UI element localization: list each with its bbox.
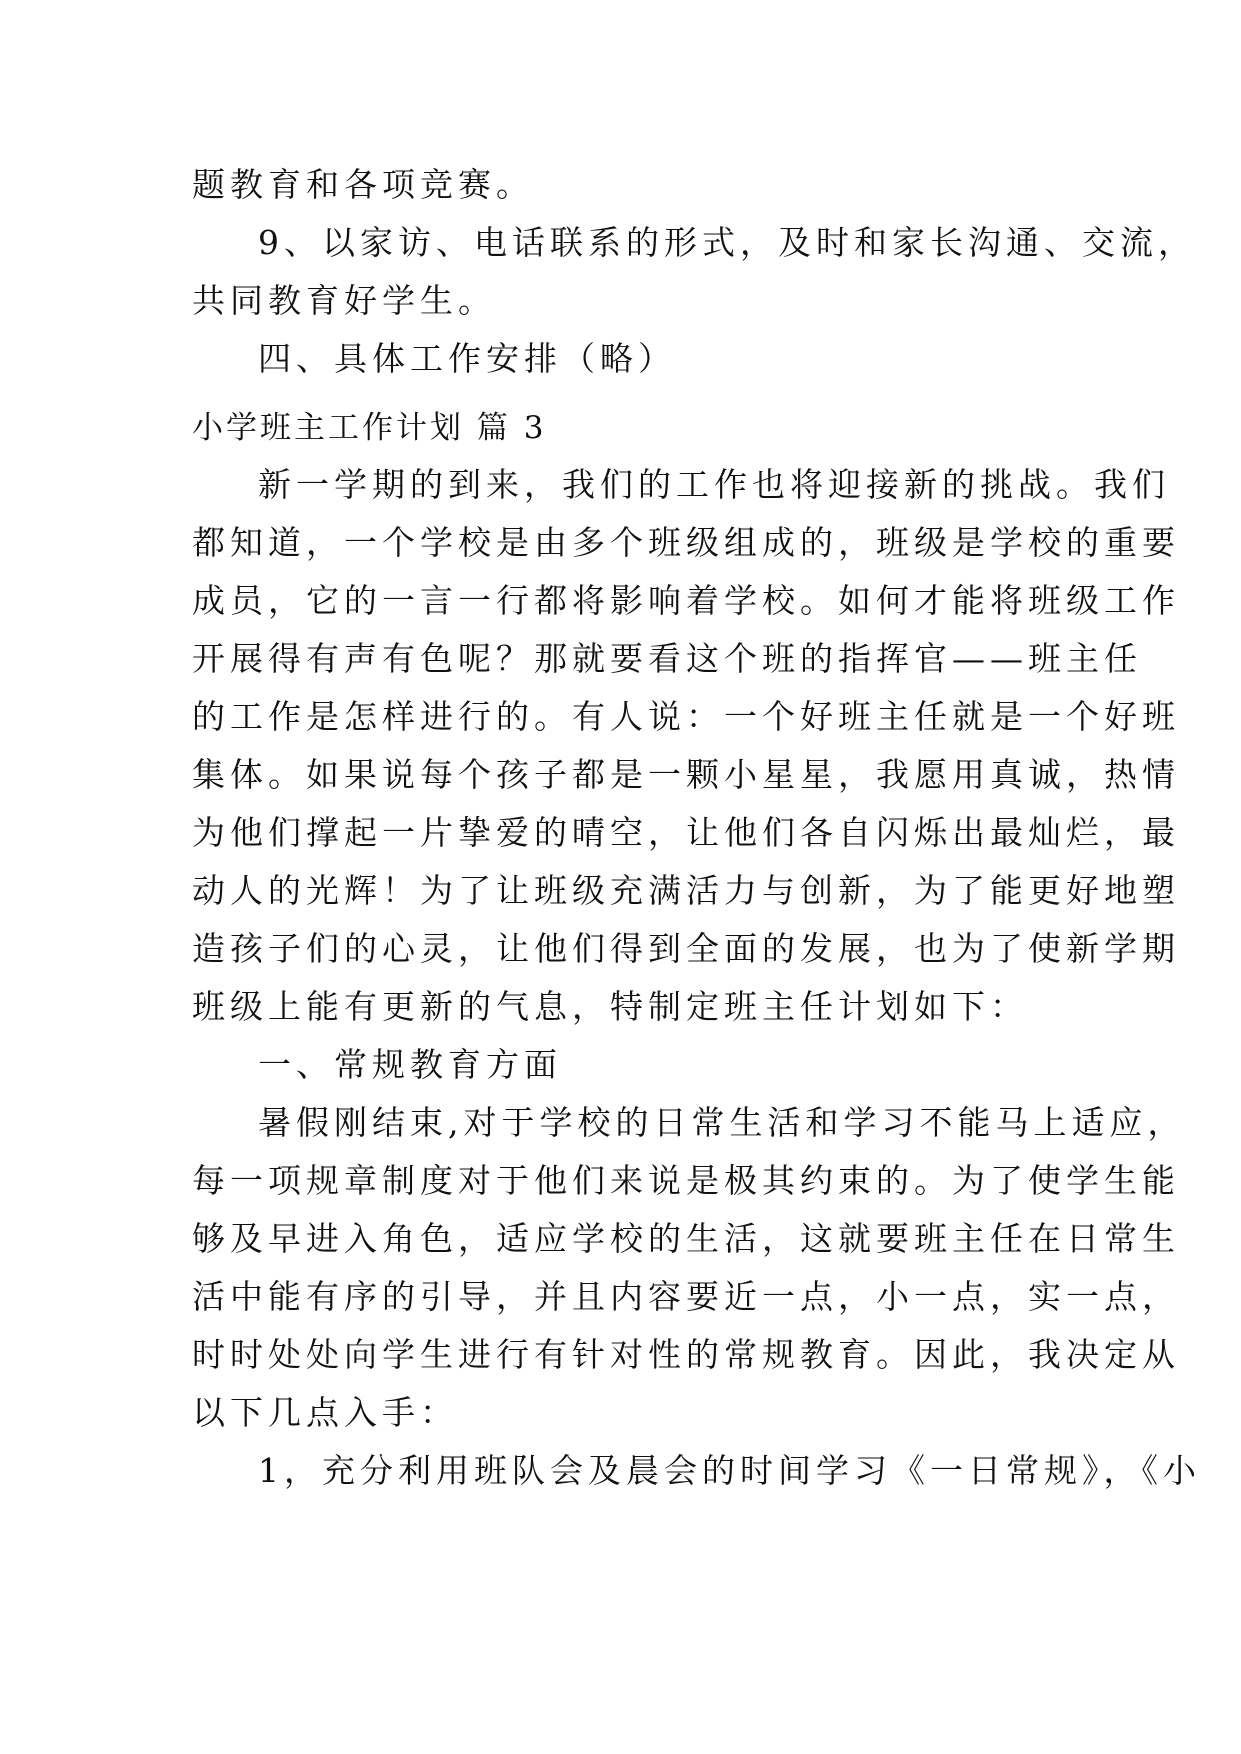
- paragraph-group-main: [192, 456, 1201, 1500]
- text-line: 1，充分利用班队会及晨会的时间学习《一日常规》，《小: [258, 1451, 1201, 1490]
- text-line: 以下几点入手：: [192, 1393, 458, 1432]
- text-line: 的工作是怎样进行的。有人说：一个好班主任就是一个好班: [192, 697, 1180, 736]
- text-line: 集体。如果说每个孩子都是一颗小星星，我愿用真诚，热情: [192, 755, 1180, 794]
- subsection-heading: 一、常规教育方面: [258, 1045, 562, 1084]
- text-line: 暑假刚结束,对于学校的日常生活和学习不能马上适应，: [258, 1103, 1186, 1142]
- text-line: 够及早进入角色，适应学校的生活，这就要班主任在日常生: [192, 1219, 1180, 1258]
- text-line: 造孩子们的心灵，让他们得到全面的发展，也为了使新学期: [192, 929, 1180, 968]
- text-line: 四、具体工作安排（略）: [258, 339, 676, 378]
- text-line: 每一项规章制度对于他们来说是极其约束的。为了使学生能: [192, 1161, 1180, 1200]
- text-line: 成员，它的一言一行都将影响着学校。如何才能将班级工作: [192, 581, 1180, 620]
- section-heading: 小学班主工作计划 篇 3: [192, 410, 547, 446]
- text-line: 为他们撑起一片挚爱的晴空，让他们各自闪烁出最灿烂，最: [192, 813, 1180, 852]
- text-line: 班级上能有更新的气息，特制定班主任计划如下：: [192, 987, 1028, 1026]
- text-line: 新一学期的到来，我们的工作也将迎接新的挑战。我们: [258, 465, 1170, 504]
- text-line: 共同教育好学生。: [192, 281, 496, 320]
- paragraph-group-top: [192, 156, 1196, 388]
- text-line: 都知道，一个学校是由多个班级组成的，班级是学校的重要: [192, 523, 1180, 562]
- text-line: 开展得有声有色呢？那就要看这个班的指挥官——班主任: [192, 639, 1142, 678]
- text-line: 动人的光辉！为了让班级充满活力与创新，为了能更好地塑: [192, 871, 1180, 910]
- text-line: 9、以家访、电话联系的形式，及时和家长沟通、交流，: [258, 223, 1196, 262]
- text-line: 时时处处向学生进行有针对性的常规教育。因此，我决定从: [192, 1335, 1180, 1374]
- text-line: 题教育和各项竞赛。: [192, 165, 534, 204]
- text-line: 活中能有序的引导，并且内容要近一点，小一点，实一点，: [192, 1277, 1180, 1316]
